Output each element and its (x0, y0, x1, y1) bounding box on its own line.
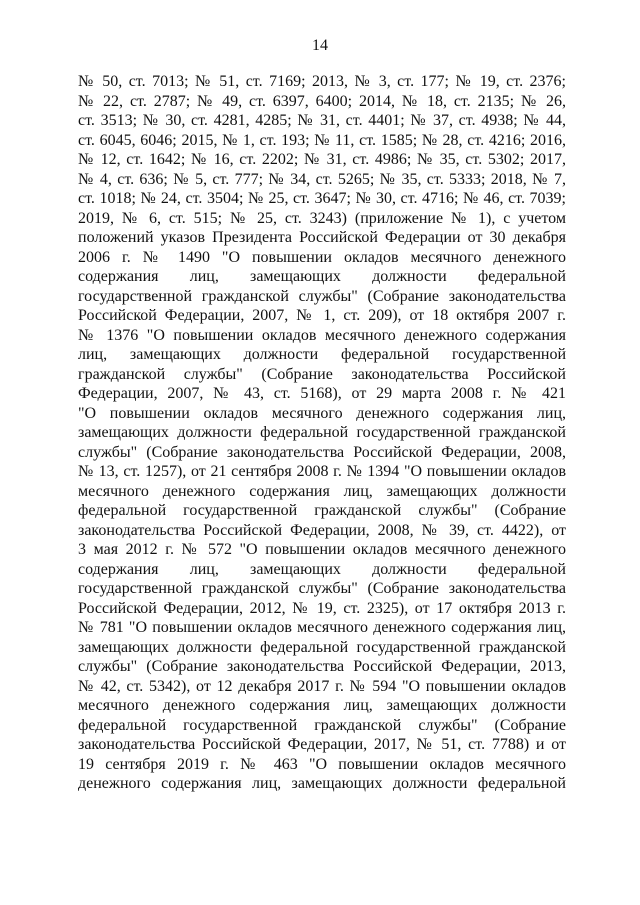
text-line: содержания лиц, замещающих должности федеральной (78, 560, 566, 578)
text-line: Российской Федерации, 2012, № 19, ст. 2325), от 17 октября 2013 г. (78, 599, 566, 617)
text-line: Федерации, 2007, № 43, ст. 5168), от 29 марта 2008 г. № 421 (78, 385, 566, 402)
text-line: № 13, ст. 1257), от 21 сентября 2008 г. № 1394 "О повышении окладов (78, 463, 566, 480)
text-line: месячного денежного содержания лиц, замещающих должности (78, 697, 566, 714)
text-line: 2019, № 6, ст. 515; № 25, ст. 3243) (приложение № 1), с учетом (78, 209, 566, 227)
text-line: законодательства Российской Федерации, 2008, № 39, ст. 4422), от (78, 521, 566, 539)
text-line: 3 мая 2012 г. № 572 "О повышении окладов месячного денежного (78, 541, 566, 558)
text-line: № 50, ст. 7013; № 51, ст. 7169; 2013, № 3, ст. 177; № 19, ст. 2376; (78, 73, 566, 90)
text-line: замещающих должности федеральной государственной гражданской (78, 638, 566, 656)
text-line: месячного денежного содержания лиц, замещающих должности (78, 482, 566, 500)
text-line: федеральной государственной гражданской службы" (Собрание (78, 716, 566, 734)
text-line: "О повышении окладов месячного денежного содержания лиц, (78, 404, 566, 422)
text-line: № 1376 "О повышении окладов месячного денежного содержания (78, 326, 566, 344)
text-line: Российской Федерации, 2007, № 1, ст. 209), от 18 октября 2007 г. (78, 307, 566, 324)
text-line: положений указов Президента Российской Федерации от 30 декабря (78, 229, 566, 246)
page-number: 14 (312, 37, 328, 54)
body-text (78, 72, 566, 794)
text-line: гражданской службы" (Собрание законодательства Российской (78, 365, 566, 383)
text-line: ст. 6045, 6046; 2015, № 1, ст. 193; № 11, ст. 1585; № 28, ст. 4216; 2016, (78, 131, 566, 149)
text-line: службы" (Собрание законодательства Российской Федерации, 2013, (78, 658, 566, 675)
text-line: государственной гражданской службы" (Собрание законодательства (78, 287, 566, 305)
text-line: денежного содержания лиц, замещающих должности федеральной (78, 775, 566, 792)
text-line: содержания лиц, замещающих должности федеральной (78, 268, 566, 285)
text-line: № 22, ст. 2787; № 49, ст. 6397, 6400; 2014, № 18, ст. 2135; № 26, (78, 92, 566, 110)
text-line: замещающих должности федеральной государственной гражданской (78, 424, 566, 441)
text-line: законодательства Российской Федерации, 2017, № 51, ст. 7788) и от (78, 736, 566, 753)
text-line: федеральной государственной гражданской службы" (Собрание (78, 502, 566, 519)
text-line: лиц, замещающих должности федеральной государственной (78, 346, 566, 363)
text-line: ст. 3513; № 30, ст. 4281, 4285; № 31, ст. 4401; № 37, ст. 4938; № 44, (78, 112, 566, 129)
text-line: ст. 1018; № 24, ст. 3504; № 25, ст. 3647; № 30, ст. 4716; № 46, ст. 7039; (78, 190, 566, 207)
text-line: № 42, ст. 5342), от 12 декабря 2017 г. № 594 "О повышении окладов (78, 677, 566, 695)
text-line: 2006 г. № 1490 "О повышении окладов месячного денежного (78, 248, 566, 266)
text-line: № 12, ст. 1642; № 16, ст. 2202; № 31, ст. 4986; № 35, ст. 5302; 2017, (78, 151, 566, 168)
text-line: № 781 "О повышении окладов месячного денежного содержания лиц, (78, 619, 566, 636)
text-line: службы" (Собрание законодательства Российской Федерации, 2008, (78, 443, 566, 461)
text-line: № 4, ст. 636; № 5, ст. 777; № 34, ст. 5265; № 35, ст. 5333; 2018, № 7, (78, 170, 566, 188)
text-line: 19 сентября 2019 г. № 463 "О повышении окладов месячного (78, 755, 566, 773)
text-line: государственной гражданской службы" (Собрание законодательства (78, 580, 566, 597)
